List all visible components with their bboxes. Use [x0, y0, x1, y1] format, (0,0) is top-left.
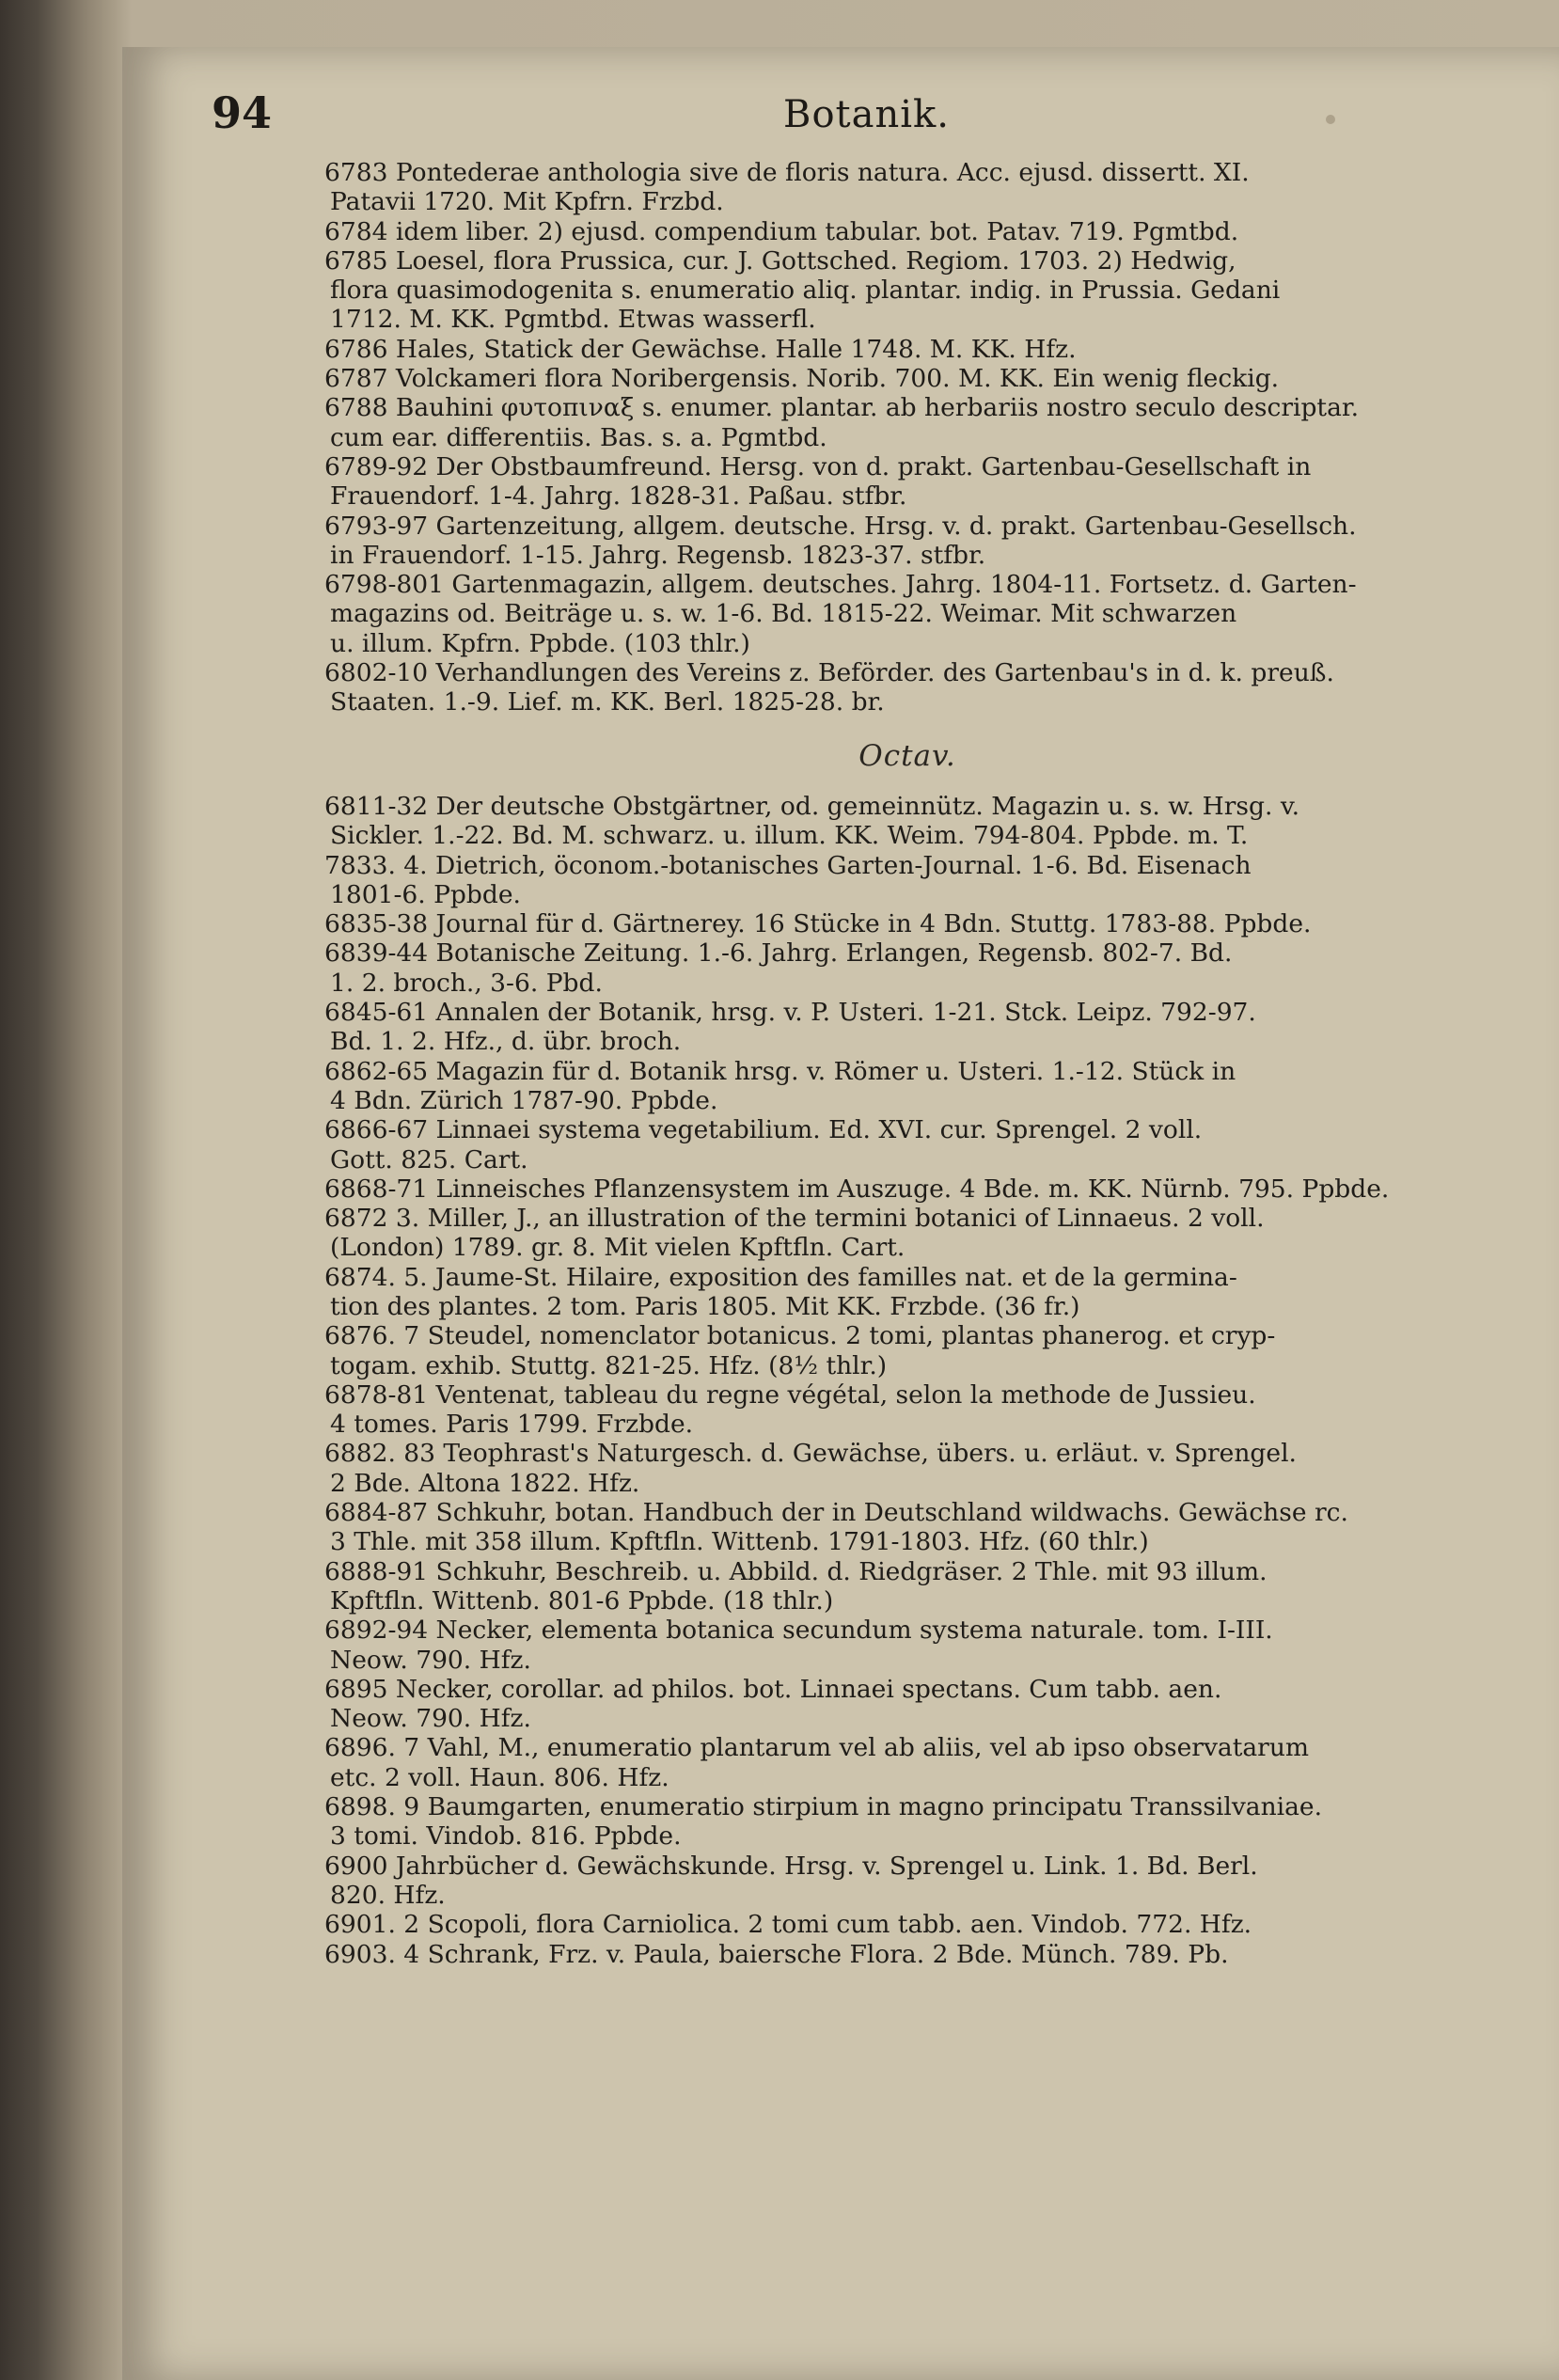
- entry-line: 3 tomi. Vindob. 816. Ppbde.: [330, 1821, 682, 1852]
- catalog-entry: [324, 792, 1490, 851]
- catalog-entry: [324, 1940, 1490, 1969]
- entry-line: 6845-61 Annalen der Botanik, hrsg. v. P. Usteri. 1-21. Stck. Leipz. 792-97.: [324, 998, 1256, 1028]
- entry-line: 6787 Volckameri flora Noribergensis. Norib. 700. M. KK. Ein wenig fleckig.: [324, 364, 1280, 394]
- entry-line: 3 Thle. mit 358 illum. Kpftfln. Wittenb. 1791-1803. Hfz. (60 thlr.): [330, 1527, 1149, 1557]
- entry-line: Neow. 790. Hfz.: [330, 1704, 531, 1734]
- catalog-entry: [324, 1792, 1490, 1852]
- entry-line: Sickler. 1.-22. Bd. M. schwarz. u. illum. KK. Weim. 794-804. Ppbde. m. T.: [330, 821, 1249, 851]
- entry-line: 6866-67 Linnaei systema vegetabilium. Ed. XVI. cur. Sprengel. 2 voll.: [324, 1115, 1203, 1145]
- catalog-entry: [324, 1733, 1490, 1792]
- catalog-entry: [324, 1910, 1490, 1939]
- entry-line: 6785 Loesel, flora Prussica, cur. J. Gottsched. Regiom. 1703. 2) Hedwig,: [324, 245, 1236, 276]
- catalog-entry: [324, 246, 1490, 335]
- entry-line: 6895 Necker, corollar. ad philos. bot. Linnaei spectans. Cum tabb. aen.: [324, 1674, 1222, 1704]
- entry-line: Kpftfln. Wittenb. 801-6 Ppbde. (18 thlr.): [330, 1585, 834, 1616]
- entry-line: 6901. 2 Scopoli, flora Carniolica. 2 tomi cum tabb. aen. Vindob. 772. Hfz.: [324, 1910, 1252, 1940]
- catalog-entry: [324, 658, 1490, 717]
- entry-line: 6898. 9 Baumgarten, enumeratio stirpium in magno principatu Transsilvaniae.: [324, 1792, 1323, 1822]
- catalog-entries: [324, 158, 1490, 1969]
- entry-line: tion des plantes. 2 tom. Paris 1805. Mit KK. Frzbde. (36 fr.): [330, 1291, 1080, 1321]
- catalog-entry: [324, 1321, 1490, 1380]
- catalog-entry: [324, 909, 1490, 938]
- entry-line: in Frauendorf. 1-15. Jahrg. Regensb. 1823-37. stfbr.: [330, 540, 986, 570]
- entry-line: 6783 Pontederae anthologia sive de floris natura. Acc. ejusd. dissertt. XI.: [324, 158, 1250, 187]
- entry-line: 4 Bdn. Zürich 1787-90. Ppbde.: [330, 1085, 718, 1115]
- entry-line: 820. Hfz.: [330, 1880, 446, 1910]
- entry-line: flora quasimodogenita s. enumeratio aliq. plantar. indig. in Prussia. Gedani: [330, 276, 1281, 306]
- entries-octavo: [324, 792, 1490, 1969]
- entry-line: 6789-92 Der Obstbaumfreund. Hersg. von d. prakt. Gartenbau-Gesellschaft in: [324, 451, 1312, 481]
- entry-line: 1801-6. Ppbde.: [330, 879, 521, 909]
- entry-line: 6892-94 Necker, elementa botanica secundum systema naturale. tom. I-III.: [324, 1616, 1273, 1646]
- entry-line: 1712. M. KK. Pgmtbd. Etwas wasserfl.: [330, 305, 816, 335]
- entry-line: 6868-71 Linneisches Pflanzensystem im Auszuge. 4 Bde. m. KK. Nürnb. 795. Ppbde.: [324, 1174, 1390, 1204]
- page-header: [212, 52, 1521, 136]
- catalog-entry: [324, 158, 1490, 217]
- catalog-entry: [324, 1263, 1490, 1322]
- entry-line: Patavii 1720. Mit Kpfrn. Frzbd.: [330, 187, 724, 217]
- catalog-entry: [324, 217, 1490, 246]
- catalog-entry: [324, 512, 1490, 571]
- catalog-entry: [324, 1057, 1490, 1116]
- catalog-entry: [324, 1498, 1490, 1557]
- section-heading: Octav.: [858, 738, 956, 773]
- entry-line: 6786 Hales, Statick der Gewächse. Halle 1748. M. KK. Hfz.: [324, 334, 1077, 364]
- entry-line: 6835-38 Journal für d. Gärtnerey. 16 Stücke in 4 Bdn. Stuttg. 1783-88. Ppbde.: [324, 909, 1312, 939]
- entry-line: 6888-91 Schkuhr, Beschreib. u. Abbild. d. Riedgräser. 2 Thle. mit 93 illum.: [324, 1556, 1268, 1586]
- entry-line: 6878-81 Ventenat, tableau du regne végétal, selon la methode de Jussieu.: [324, 1379, 1256, 1410]
- catalog-entry: [324, 938, 1490, 998]
- entry-line: 6784 idem liber. 2) ejusd. compendium tabular. bot. Patav. 719. Pgmtbd.: [324, 216, 1239, 246]
- catalog-entry: [324, 1115, 1490, 1174]
- catalog-entry: [324, 1439, 1490, 1498]
- entry-line: 2 Bde. Altona 1822. Hfz.: [330, 1468, 640, 1498]
- catalog-entry: [324, 1616, 1490, 1675]
- running-title: Botanik.: [783, 93, 950, 136]
- entry-line: (London) 1789. gr. 8. Mit vielen Kpftfln. Cart.: [330, 1233, 905, 1263]
- entry-line: 6788 Bauhini φυτοπιναξ s. enumer. plantar. ab herbariis nostro seculo descriptar.: [324, 393, 1360, 423]
- entry-line: 6862-65 Magazin für d. Botanik hrsg. v. Römer u. Usteri. 1.-12. Stück in: [324, 1056, 1236, 1086]
- catalog-entry: [324, 1557, 1490, 1616]
- catalog-entry: [324, 1174, 1490, 1204]
- catalog-entry: [324, 393, 1490, 452]
- entry-line: 1. 2. broch., 3-6. Pbd.: [330, 968, 603, 998]
- entries-quarto: [324, 158, 1490, 717]
- entry-line: Bd. 1. 2. Hfz., d. übr. broch.: [330, 1027, 682, 1057]
- page-number: 94: [212, 87, 273, 138]
- entry-line: 6903. 4 Schrank, Frz. v. Paula, baiersche Flora. 2 Bde. Münch. 789. Pb.: [324, 1939, 1229, 1969]
- entry-line: cum ear. differentiis. Bas. s. a. Pgmtbd.: [330, 422, 827, 452]
- catalog-entry: [324, 1380, 1490, 1440]
- entry-line: 6793-97 Gartenzeitung, allgem. deutsche. Hrsg. v. d. prakt. Gartenbau-Gesellsch.: [324, 511, 1357, 541]
- entry-line: 4 tomes. Paris 1799. Frzbde.: [330, 1410, 694, 1440]
- catalog-entry: [324, 851, 1490, 910]
- entry-line: 6839-44 Botanische Zeitung. 1.-6. Jahrg. Erlangen, Regensb. 802-7. Bd.: [324, 938, 1233, 969]
- entry-line: 6884-87 Schkuhr, botan. Handbuch der in Deutschland wildwachs. Gewächse rc.: [324, 1498, 1348, 1528]
- catalog-entry: [324, 1852, 1490, 1911]
- catalog-entry: [324, 998, 1490, 1057]
- entry-line: Frauendorf. 1-4. Jahrg. 1828-31. Paßau. stfbr.: [330, 481, 907, 512]
- entry-line: 6802-10 Verhandlungen des Vereins z. Beförder. des Gartenbau's in d. k. preuß.: [324, 658, 1334, 688]
- catalog-entry: [324, 364, 1490, 393]
- entry-line: etc. 2 voll. Haun. 806. Hfz.: [330, 1762, 669, 1792]
- entry-line: togam. exhib. Stuttg. 821-25. Hfz. (8½ thlr.): [330, 1350, 888, 1380]
- catalog-entry: [324, 570, 1490, 658]
- catalog-entry: [324, 1675, 1490, 1734]
- catalog-entry: [324, 335, 1490, 364]
- catalog-entry: [324, 452, 1490, 512]
- entry-line: 6882. 83 Teophrast's Naturgesch. d. Gewächse, übers. u. erläut. v. Sprengel.: [324, 1439, 1297, 1469]
- entry-line: magazins od. Beiträge u. s. w. 1-6. Bd. 1815-22. Weimar. Mit schwarzen: [330, 599, 1237, 629]
- entry-line: 7833. 4. Dietrich, öconom.-botanisches Garten-Journal. 1-6. Bd. Eisenach: [324, 850, 1252, 880]
- entry-line: u. illum. Kpfrn. Ppbde. (103 thlr.): [330, 628, 750, 658]
- entry-line: 6874. 5. Jaume-St. Hilaire, exposition des familles nat. et de la germina-: [324, 1262, 1237, 1292]
- entry-line: Neow. 790. Hfz.: [330, 1645, 531, 1675]
- entry-line: Staaten. 1.-9. Lief. m. KK. Berl. 1825-28. br.: [330, 687, 885, 717]
- entry-line: 6896. 7 Vahl, M., enumeratio plantarum vel ab aliis, vel ab ipso observatarum: [324, 1733, 1310, 1763]
- entry-line: 6900 Jahrbücher d. Gewächskunde. Hrsg. v. Sprengel u. Link. 1. Bd. Berl.: [324, 1851, 1258, 1881]
- catalog-entry: [324, 1204, 1490, 1263]
- entry-line: 6872 3. Miller, J., an illustration of the termini botanici of Linnaeus. 2 voll.: [324, 1204, 1265, 1234]
- entry-line: 6811-32 Der deutsche Obstgärtner, od. gemeinnütz. Magazin u. s. w. Hrsg. v.: [324, 791, 1300, 821]
- entry-line: 6798-801 Gartenmagazin, allgem. deutsches. Jahrg. 1804-11. Fortsetz. d. Garten-: [324, 570, 1357, 600]
- entry-line: Gott. 825. Cart.: [330, 1144, 528, 1174]
- entry-line: 6876. 7 Steudel, nomenclator botanicus. 2 tomi, plantas phanerog. et cryp-: [324, 1321, 1276, 1351]
